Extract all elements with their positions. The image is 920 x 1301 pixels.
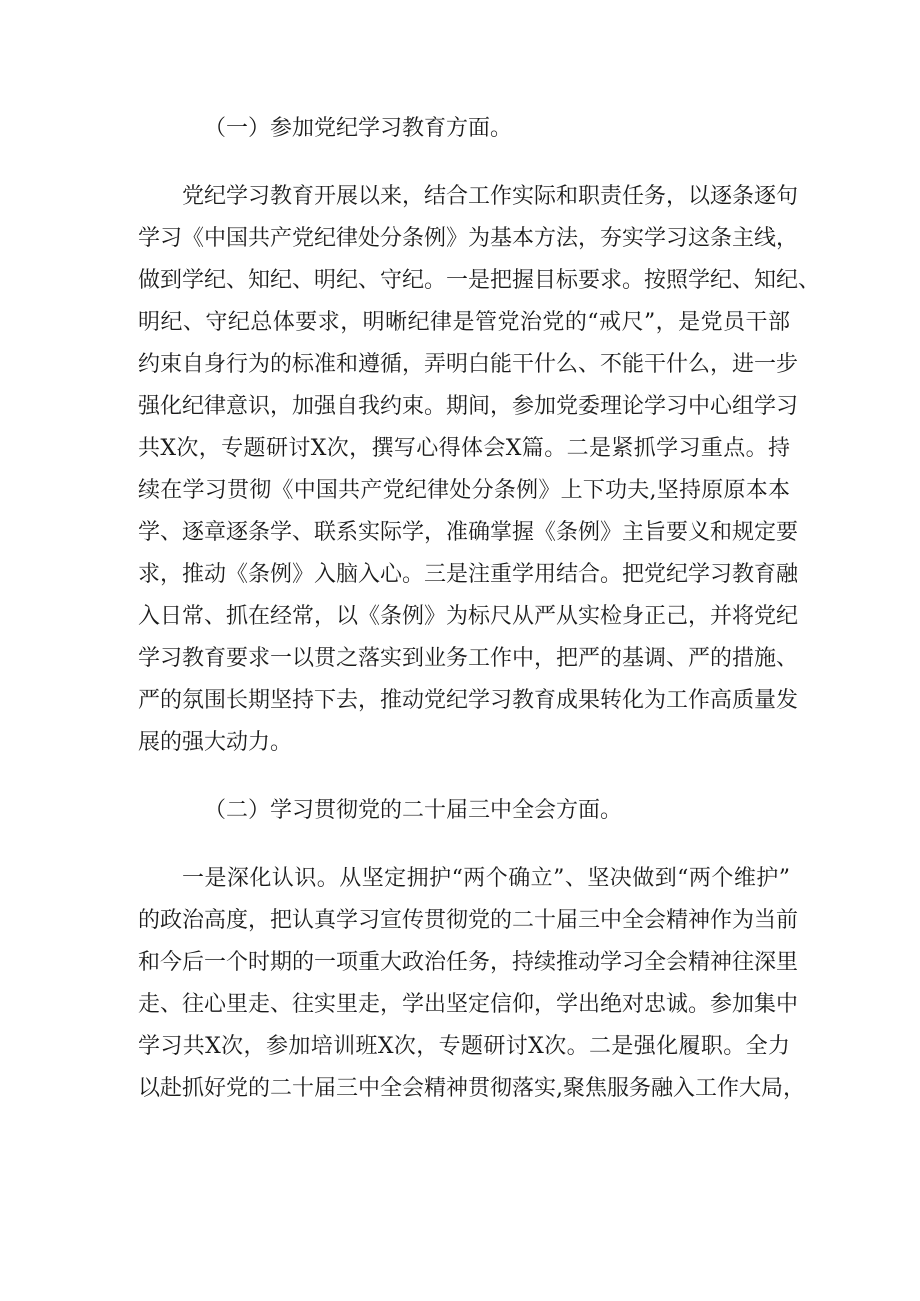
section-2-paragraph <box>138 858 805 1110</box>
paragraph-line: 共X次，专题研讨X次，撰写心得体会X篇。二是紧抓学习重点。持 <box>138 436 790 461</box>
section-1-paragraph <box>138 176 821 764</box>
paragraph-line: 走、往心里走、往实里走，学出坚定信仰，学出绝对忠诚。参加集中 <box>138 992 799 1017</box>
paragraph-line: 强化纪律意识，加强自我约束。期间，参加党委理论学习中心组学习 <box>138 394 799 419</box>
paragraph-line: 学习《中国共产党纪律处分条例》为基本方法，夯实学习这条主线， <box>138 226 799 251</box>
paragraph-line: 入日常、抓在经常，以《条例》为标尺从严从实检身正己，并将党纪 <box>138 604 799 629</box>
paragraph-line: 续在学习贯彻《中国共产党纪律处分条例》上下功夫,坚持原原本本 <box>138 478 790 503</box>
paragraph-line: 约束自身行为的标准和遵循，弄明白能干什么、不能干什么，进一步 <box>138 352 799 377</box>
paragraph-line: 求，推动《条例》入脑入心。三是注重学用结合。把党纪学习教育融 <box>138 562 799 587</box>
paragraph-line: 学习教育要求一以贯之落实到业务工作中，把严的基调、严的措施、 <box>138 646 799 671</box>
paragraph-line: 做到学纪、知纪、明纪、守纪。一是把握目标要求。按照学纪、知纪、 <box>138 268 821 293</box>
section-heading-1: （一）参加党纪学习教育方面。 <box>204 116 513 141</box>
paragraph-line: 学习共X次，参加培训班X次，专题研讨X次。二是强化履职。全力 <box>138 1034 790 1059</box>
paragraph-line: 严的氛围长期坚持下去，推动党纪学习教育成果转化为工作高质量发 <box>138 688 799 713</box>
paragraph-line: 学、逐章逐条学、联系实际学，准确掌握《条例》主旨要义和规定要 <box>138 520 799 545</box>
paragraph-line: 以赴抓好党的二十届三中全会精神贯彻落实,聚焦服务融入工作大局， <box>138 1076 805 1101</box>
paragraph-line: 党纪学习教育开展以来，结合工作实际和职责任务，以逐条逐句 <box>182 184 799 209</box>
paragraph-line: 明纪、守纪总体要求，明晰纪律是管党治党的“戒尺”，是党员干部 <box>138 310 790 335</box>
paragraph-line: 一是深化认识。从坚定拥护“两个确立”、坚决做到“两个维护” <box>182 866 790 891</box>
paragraph-line: 展的强大动力。 <box>138 730 293 755</box>
paragraph-line: 的政治高度，把认真学习宣传贯彻党的二十届三中全会精神作为当前 <box>138 908 799 933</box>
document-body <box>138 108 821 1110</box>
section-heading-2: （二）学习贯彻党的二十届三中全会方面。 <box>204 798 623 823</box>
paragraph-line: 和今后一个时期的一项重大政治任务，持续推动学习全会精神往深里 <box>138 950 799 975</box>
